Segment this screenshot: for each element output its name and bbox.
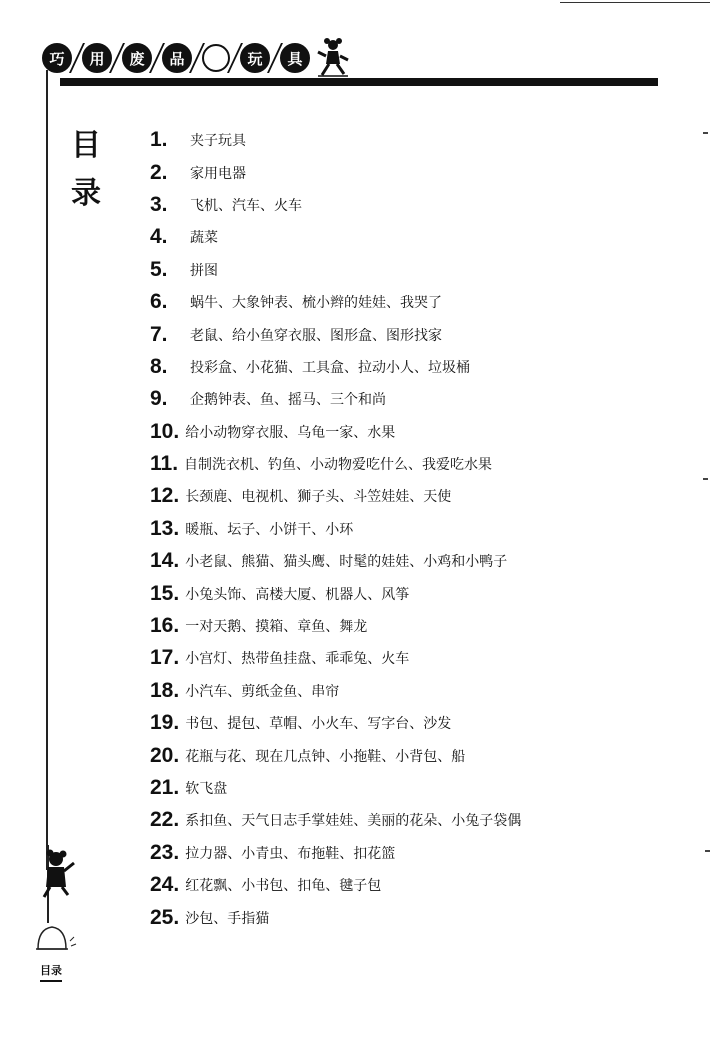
header-rule bbox=[60, 78, 658, 86]
toc-item[interactable] bbox=[150, 156, 521, 188]
toc-item[interactable] bbox=[150, 610, 521, 642]
toc-title: 小宫灯、热带鱼挂盘、乖乖兔、火车 bbox=[185, 651, 410, 668]
toc-title: 暖瓶、坛子、小饼干、小环 bbox=[185, 521, 354, 538]
margin-tick bbox=[705, 850, 710, 852]
toc-title: 系扣鱼、天气日志手掌娃娃、美丽的花朵、小兔子袋偶 bbox=[185, 813, 522, 830]
toc-title: 书包、提包、草帽、小火车、写字台、沙发 bbox=[185, 716, 452, 733]
toc-item[interactable] bbox=[150, 513, 521, 545]
toc-item[interactable] bbox=[150, 318, 521, 350]
toc-title: 花瓶与花、现在几点钟、小拖鞋、小背包、船 bbox=[185, 748, 466, 765]
toc-item[interactable] bbox=[150, 772, 521, 804]
toc-title: 小汽车、剪纸金鱼、串帘 bbox=[185, 683, 340, 700]
bell-icon bbox=[36, 927, 76, 949]
toc-item[interactable] bbox=[150, 545, 521, 577]
title-badge: 品 bbox=[162, 43, 192, 73]
toc-item[interactable] bbox=[150, 448, 521, 480]
toc-title: 飞机、汽车、火车 bbox=[190, 197, 302, 214]
toc-item[interactable] bbox=[150, 577, 521, 609]
toc-number: 3. bbox=[150, 192, 168, 216]
toc-number: 20. bbox=[150, 743, 180, 767]
toc-number: 1. bbox=[150, 128, 168, 152]
side-title-char: 目 bbox=[71, 128, 101, 163]
toc-number: 23. bbox=[150, 840, 180, 864]
toc-title: 拉力器、小青虫、布拖鞋、扣花篮 bbox=[185, 845, 396, 862]
toc-number: 8. bbox=[150, 354, 168, 378]
toc-item[interactable] bbox=[150, 901, 521, 933]
toc-item[interactable] bbox=[150, 739, 521, 771]
mascot-climbing-icon bbox=[34, 845, 78, 955]
toc-list bbox=[150, 124, 521, 934]
toc-title: 自制洗衣机、钓鱼、小动物爱吃什么、我爱吃水果 bbox=[184, 457, 493, 474]
toc-title: 小兔头饰、高楼大厦、机器人、风筝 bbox=[185, 586, 410, 603]
title-badge: 用 bbox=[82, 43, 112, 73]
toc-item[interactable] bbox=[150, 707, 521, 739]
toc-number: 14. bbox=[150, 549, 180, 573]
toc-item[interactable] bbox=[150, 480, 521, 512]
toc-title: 软飞盘 bbox=[185, 781, 228, 797]
toc-title: 企鹅钟表、鱼、摇马、三个和尚 bbox=[190, 392, 386, 409]
toc-number: 6. bbox=[150, 290, 168, 314]
toc-title: 蜗牛、大象钟表、梳小辫的娃娃、我哭了 bbox=[190, 295, 442, 312]
mascot-running-icon bbox=[316, 38, 350, 78]
title-badge: 巧 bbox=[42, 43, 72, 73]
toc-number: 12. bbox=[150, 484, 180, 508]
toc-title: 沙包、手指猫 bbox=[185, 910, 270, 927]
toc-title: 投彩盒、小花猫、工具盒、拉动小人、垃圾桶 bbox=[190, 359, 470, 376]
toc-title: 小老鼠、熊猫、猫头鹰、时髦的娃娃、小鸡和小鸭子 bbox=[185, 554, 508, 571]
toc-title: 老鼠、给小鱼穿衣服、图形盒、图形找家 bbox=[190, 327, 442, 344]
title-badge: 玩 bbox=[240, 43, 270, 73]
toc-number: 4. bbox=[150, 225, 168, 249]
toc-number: 5. bbox=[150, 257, 168, 281]
footer-section-label: 目录 bbox=[40, 962, 62, 982]
side-title-char: 录 bbox=[71, 176, 101, 211]
margin-tick bbox=[703, 132, 708, 134]
toc-title: 一对天鹅、摸箱、章鱼、舞龙 bbox=[185, 619, 368, 636]
toc-number: 19. bbox=[150, 711, 180, 735]
toc-item[interactable] bbox=[150, 837, 521, 869]
toc-number: 2. bbox=[150, 160, 168, 184]
toc-title: 长颈鹿、电视机、狮子头、斗笠娃娃、天使 bbox=[185, 489, 452, 506]
toc-item[interactable] bbox=[150, 869, 521, 901]
toc-number: 24. bbox=[150, 873, 180, 897]
toc-number: 9. bbox=[150, 387, 168, 411]
toc-number: 25. bbox=[150, 905, 180, 929]
toc-item[interactable] bbox=[150, 383, 521, 415]
toc-item[interactable] bbox=[150, 286, 521, 318]
toc-number: 17. bbox=[150, 646, 180, 670]
toc-item[interactable] bbox=[150, 351, 521, 383]
toc-item[interactable] bbox=[150, 416, 521, 448]
toc-number: 11. bbox=[150, 452, 179, 476]
toc-title: 给小动物穿衣服、乌龟一家、水果 bbox=[185, 424, 396, 441]
toc-number: 10. bbox=[150, 419, 180, 443]
left-margin-rule bbox=[46, 70, 48, 870]
toc-item[interactable] bbox=[150, 642, 521, 674]
title-badge-empty bbox=[202, 44, 230, 72]
top-edge-line bbox=[560, 2, 710, 3]
toc-item[interactable] bbox=[150, 804, 521, 836]
book-title-header bbox=[42, 40, 350, 76]
toc-number: 16. bbox=[150, 614, 180, 638]
margin-tick bbox=[703, 478, 708, 480]
toc-title: 夹子玩具 bbox=[190, 133, 246, 150]
toc-title: 蔬菜 bbox=[190, 230, 218, 247]
title-badge: 废 bbox=[122, 43, 152, 73]
toc-number: 22. bbox=[150, 808, 180, 832]
toc-number: 15. bbox=[150, 581, 180, 605]
toc-item[interactable] bbox=[150, 221, 521, 253]
toc-number: 7. bbox=[150, 322, 168, 346]
toc-item[interactable] bbox=[150, 124, 521, 156]
toc-title: 拼图 bbox=[190, 262, 218, 279]
toc-item[interactable] bbox=[150, 189, 521, 221]
title-badge: 具 bbox=[280, 43, 310, 73]
toc-item[interactable] bbox=[150, 675, 521, 707]
toc-title: 家用电器 bbox=[190, 165, 246, 182]
toc-number: 18. bbox=[150, 678, 180, 702]
toc-side-title bbox=[66, 122, 106, 218]
toc-number: 21. bbox=[150, 776, 180, 799]
toc-item[interactable] bbox=[150, 254, 521, 286]
toc-number: 13. bbox=[150, 516, 180, 540]
toc-title: 红花飘、小书包、扣龟、毽子包 bbox=[185, 878, 382, 895]
